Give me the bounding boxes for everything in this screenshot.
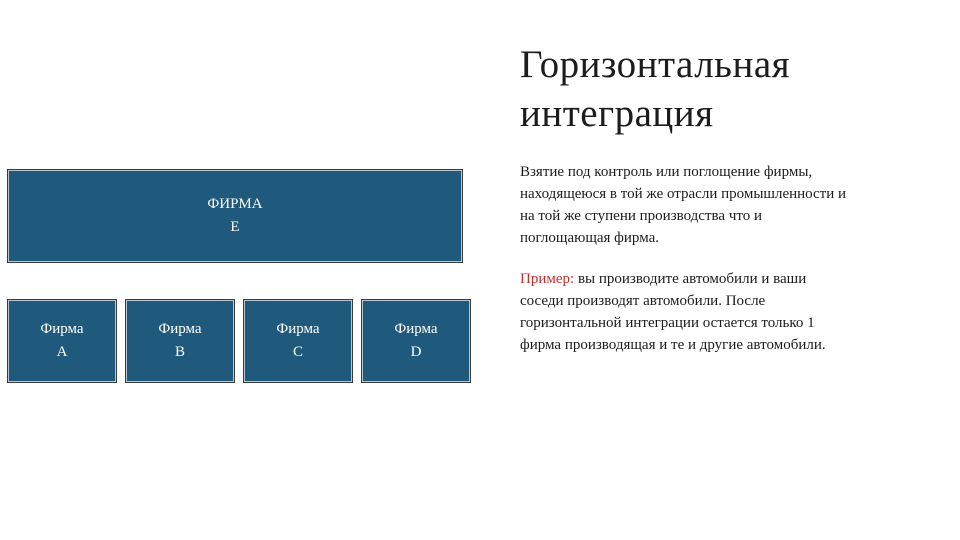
firm-b-letter: B <box>174 344 185 360</box>
firm-d-letter: D <box>410 344 422 360</box>
firm-a-letter: A <box>56 344 68 360</box>
slide-title <box>520 40 940 138</box>
firm-e-label: ФИРМА <box>207 196 263 212</box>
firm-c-box <box>244 300 352 382</box>
firm-b-box <box>126 300 234 382</box>
example-text: вы производите автомобили и ваши соседи производят автомобили. После горизонтальной интеграции остается только 1 фирма производящая и те и другие автомобили. <box>520 271 826 353</box>
firm-e-letter: E <box>230 219 240 235</box>
example-label: Пример: <box>520 271 575 287</box>
slide-title-line1: Горизонтальная <box>520 43 791 86</box>
firm-c-label: Фирма <box>276 321 320 337</box>
firm-b-label: Фирма <box>158 321 202 337</box>
slide-title-line2: интеграция <box>520 92 714 135</box>
definition-text: Взятие под контроль или поглощение фирмы, находящеюся в той же отрасли промышленности и на той же ступени производства что и поглощающая фирма. <box>520 164 847 246</box>
firm-a-label: Фирма <box>40 321 84 337</box>
example-paragraph <box>520 268 850 356</box>
firm-a-box <box>8 300 116 382</box>
firm-e-box <box>8 170 462 262</box>
firm-d-box <box>362 300 470 382</box>
firm-c-letter: C <box>292 344 303 360</box>
firm-d-label: Фирма <box>394 321 438 337</box>
